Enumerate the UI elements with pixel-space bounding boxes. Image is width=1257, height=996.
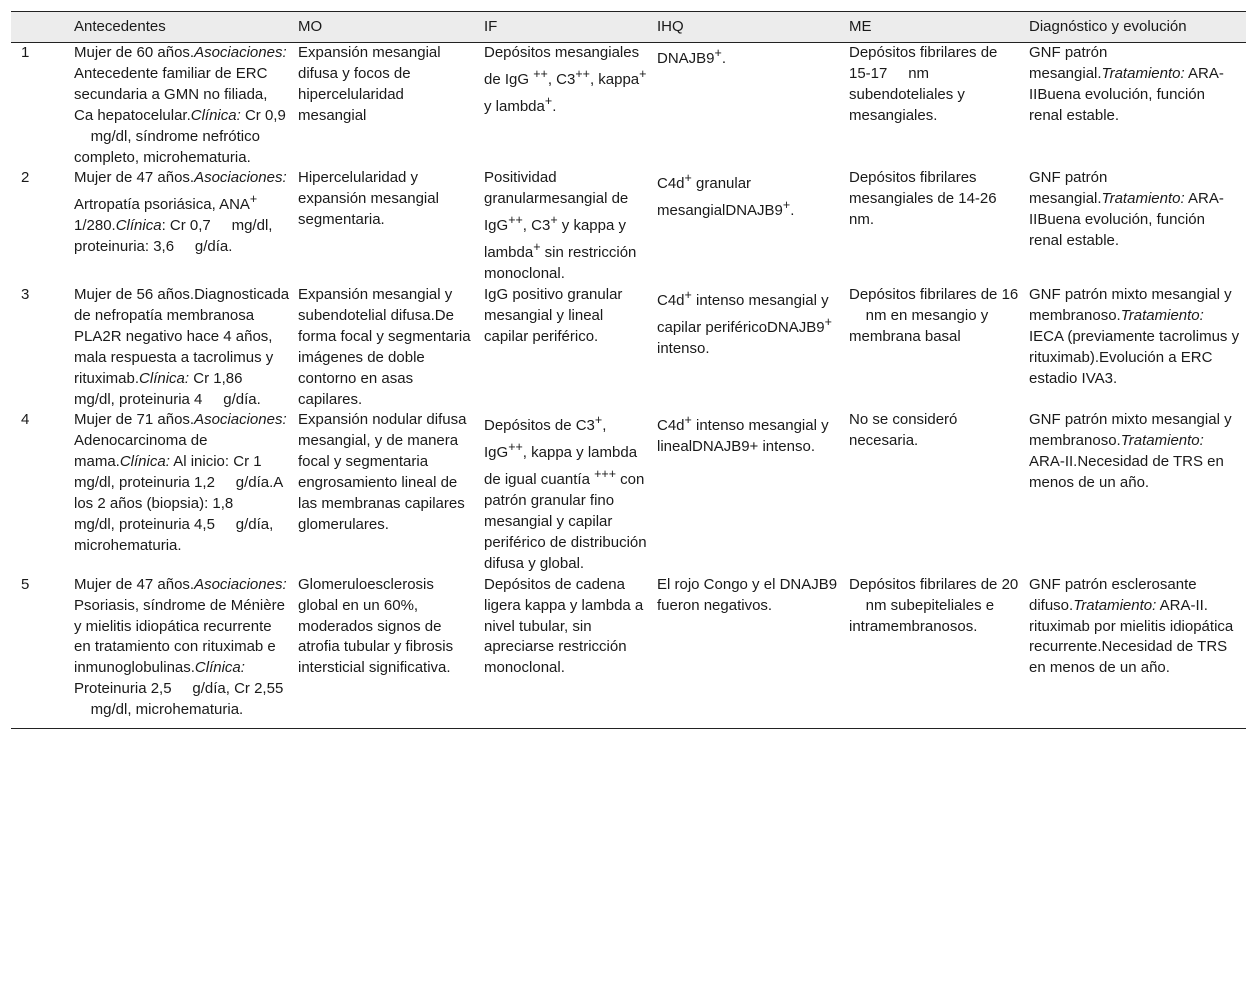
cell-diagnostico: GNF patrón esclerosante difuso.Tratamiento: ARA-II. rituximab por mielitis idiopática recurrente.Necesidad de TRS en menos de un año.	[1025, 575, 1246, 729]
cell-me: No se consideró necesaria.	[849, 411, 958, 450]
header-mo: MO	[294, 12, 480, 43]
cell-mo: Expansión nodular difusa mesangial, y de manera focal y segmentaria engrosamiento lineal de las membranas capilares glomerulares.	[298, 411, 467, 533]
table-row	[11, 285, 1246, 410]
cell-diagnostico: GNF patrón mixto mesangial y membranoso.Tratamiento: ARA-II.Necesidad de TRS en menos de un año.	[1029, 411, 1232, 492]
cell-diagnostico: GNF patrón mesangial.Tratamiento: ARA-IIBuena evolución, función renal estable.	[1029, 169, 1224, 250]
cell-me: Depósitos fibrilares de 15-17 nm subendoteliales y mesangiales.	[849, 44, 998, 124]
cell-ihq: C4d+ intenso mesangial y capilar periféricoDNAJB9+ intenso.	[657, 287, 832, 357]
table-row	[11, 575, 1246, 729]
cell-me: Depósitos fibrilares de 20 nm subepiteliales e intramembranosos.	[845, 575, 1025, 729]
cell-me: Depósitos fibrilares de 16 nm en mesangio y membrana basal	[849, 285, 1019, 345]
case-number: 3	[21, 285, 30, 303]
cell-ihq: DNAJB9+.	[657, 46, 727, 67]
cell-antecedentes: Mujer de 60 años.Asociaciones: Antecedente familiar de ERC secundaria a GMN no filiada, Ca hepatocelular.Clínica: Cr 0,9 mg/dl, síndrome nefrótico completo, microhematuria.	[74, 44, 287, 166]
cell-mo: Expansión mesangial difusa y focos de hipercelularidad mesangial	[298, 44, 441, 124]
table-container	[11, 11, 1246, 729]
header-if: IF	[480, 12, 653, 43]
header-diagnostico: Diagnóstico y evolución	[1025, 12, 1246, 43]
case-number: 2	[21, 169, 30, 187]
table-row	[11, 43, 1246, 169]
cell-mo: Glomeruloesclerosis global en un 60%, moderados signos de atrofia tubular y fibrosis intersticial significativa.	[294, 575, 480, 729]
cell-mo: Expansión mesangial y subendotelial difusa.De forma focal y segmentaria imágenes de doble contorno en asas capilares.	[298, 285, 471, 408]
table-body	[11, 43, 1246, 729]
cell-if: Positividad granularmesangial de IgG++, C3+ y kappa y lambda+ sin restricción monoclonal.	[484, 169, 637, 283]
cell-me: Depósitos fibrilares mesangiales de 14-26 nm.	[849, 169, 1014, 229]
cell-antecedentes: Mujer de 47 años.Asociaciones: Psoriasis, síndrome de Ménière y mielitis idiopática recurrente en tratamiento con rituximab e inmunoglobulinas.Clínica: Proteinuria 2,5 g/día, Cr 2,55 mg/dl, microhematuria.	[69, 575, 294, 729]
header-row	[11, 12, 1246, 43]
case-number: 1	[21, 44, 30, 61]
cell-antecedentes: Mujer de 47 años.Asociaciones: Artropatía psoriásica, ANA+ 1/280.Clínica: Cr 0,7 mg/dl, proteinuria: 3,6 g/día.	[74, 169, 287, 256]
table-row	[11, 168, 1246, 285]
header-number	[11, 12, 69, 43]
case-number: 4	[21, 411, 30, 429]
cell-if: Depósitos mesangiales de IgG ++, C3++, kappa+ y lambda+.	[484, 44, 647, 115]
cell-if: Depósitos de C3+, IgG++, kappa y lambda de igual cuantía +++ con patrón granular fino mesangial y capilar periférico de distribución difusa y global.	[484, 413, 647, 572]
table-header	[11, 12, 1246, 43]
header-ihq: IHQ	[653, 12, 845, 43]
case-number: 5	[11, 575, 69, 729]
cell-ihq: C4d+ granular mesangialDNAJB9+.	[657, 171, 795, 220]
header-antecedentes: Antecedentes	[69, 12, 294, 43]
table-row	[11, 410, 1246, 574]
cell-mo: Hipercelularidad y expansión mesangial segmentaria.	[298, 169, 439, 229]
cell-antecedentes: Mujer de 71 años.Asociaciones: Adenocarcinoma de mama.Clínica: Al inicio: Cr 1 mg/dl, proteinuria 1,2 g/día.A los 2 años (biopsia): 1,8 mg/dl, proteinuria 4,5 g/día, microhematuria.	[74, 411, 287, 554]
cell-diagnostico: GNF patrón mixto mesangial y membranoso.Tratamiento: IECA (previamente tacrolimus y rituximab).Evolución a ERC estadio IVA3.	[1029, 285, 1240, 387]
cell-if: IgG positivo granular mesangial y lineal capilar periférico.	[484, 285, 623, 345]
cell-ihq: El rojo Congo y el DNAJB9 fueron negativos.	[653, 575, 845, 729]
header-me: ME	[845, 12, 1025, 43]
cell-ihq: C4d+ intenso mesangial y linealDNAJB9+ intenso.	[657, 413, 829, 456]
cell-antecedentes: Mujer de 56 años.Diagnosticada de nefropatía membranosa PLA2R negativo hace 4 años, mala respuesta a tacrolimus y rituximab.Clínica: Cr 1,86 mg/dl, proteinuria 4 g/día.	[74, 285, 290, 408]
case-table	[11, 11, 1246, 729]
cell-if: Depósitos de cadena ligera kappa y lambda a nivel tubular, sin apreciarse restricción monoclonal.	[480, 575, 653, 729]
cell-diagnostico: GNF patrón mesangial.Tratamiento: ARA-IIBuena evolución, función renal estable.	[1029, 44, 1224, 124]
